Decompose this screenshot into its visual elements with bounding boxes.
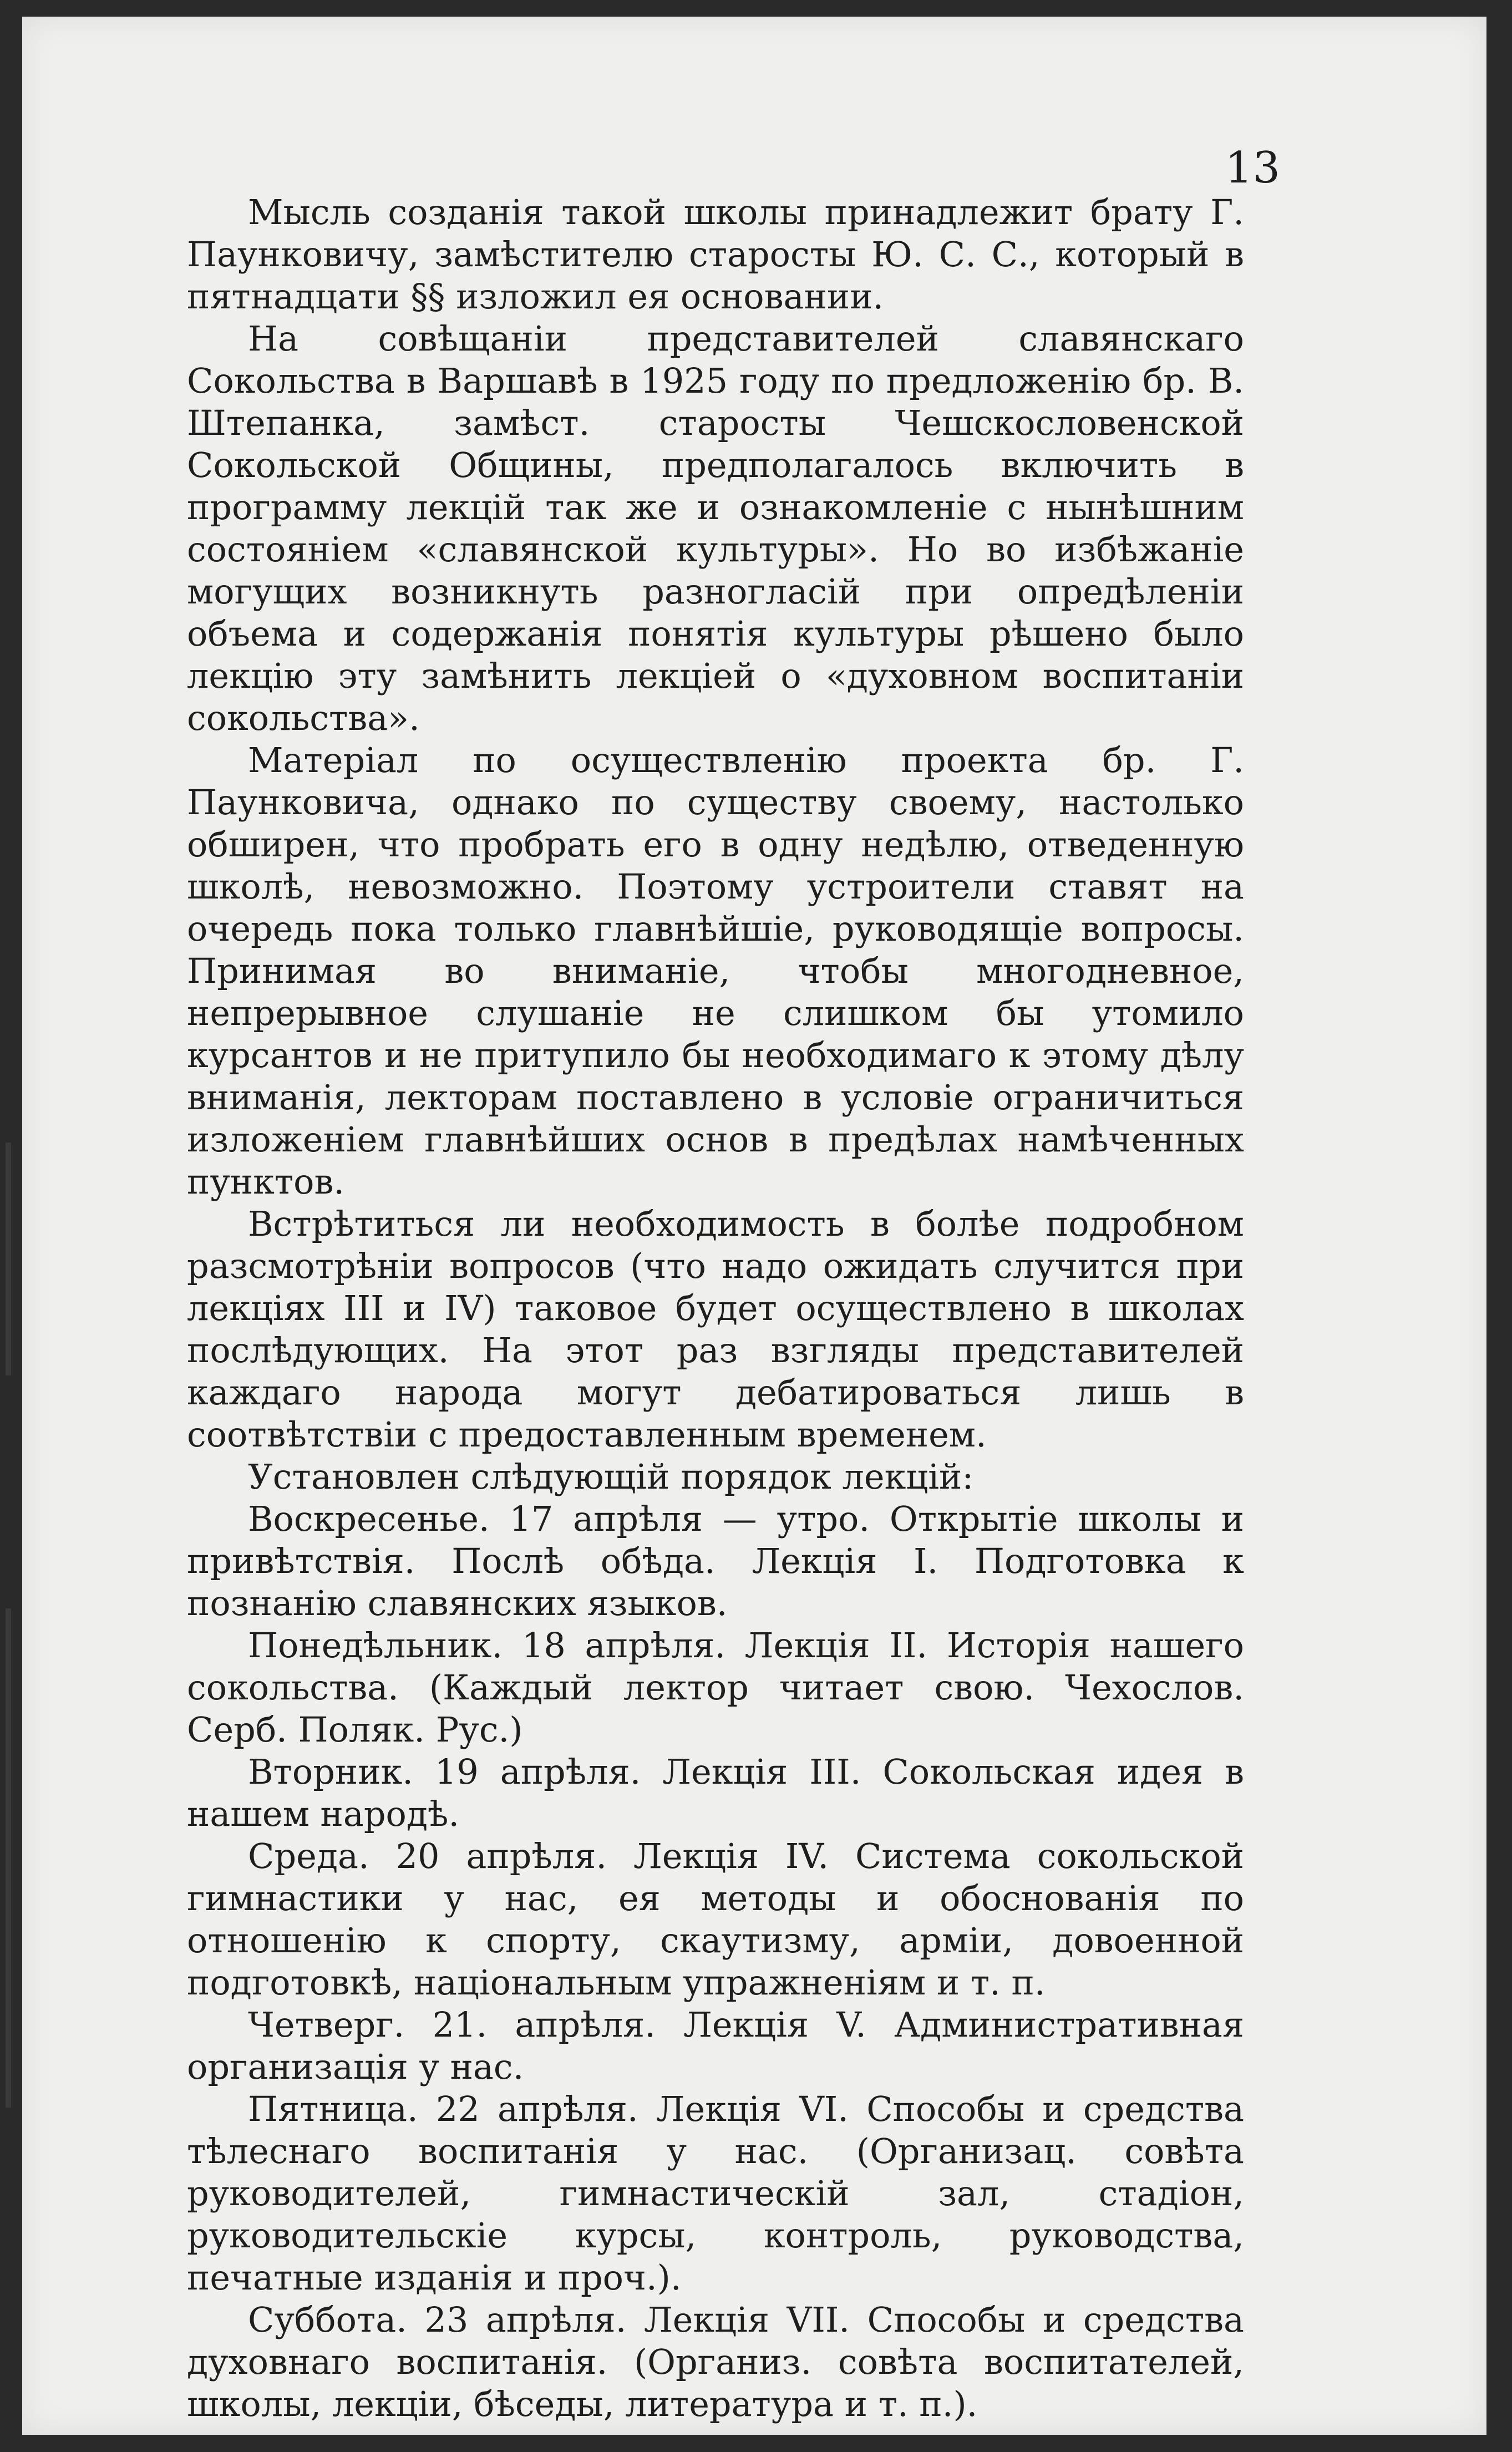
- schedule-wednesday: Среда. 20 апрѣля. Лекція IV. Система сокольской гимнастики у нас, ея методы и обоснованія по отношенію к спорту, скаутизму, арміи, довоенной подготовкѣ, національным упражненіям и т. п.: [187, 1836, 1244, 2003]
- schedule-saturday: Суббота. 23 апрѣля. Лекція VII. Способы и средства духовнаго воспитанія. (Организ. совѣта воспитателей, школы, лекціи, бѣседы, литература и т. п.).: [187, 2299, 1244, 2424]
- schedule-sunday: Воскресенье. 17 апрѣля — утро. Открытіе школы и привѣтствія. Послѣ обѣда. Лекція I. Подготовка к познанію славянских языков.: [187, 1499, 1244, 1623]
- paragraph-further-review: Встрѣтиться ли необходимость в болѣе подробном разсмотрѣніи вопросов (что надо ожидать случится при лекціях III и IV) таковое будет осуществлено в школах послѣдующих. На этот раз взгляды представителей каждаго народа могут дебатироваться лишь в соотвѣтствіи с предоставленным временем.: [187, 1204, 1244, 1455]
- paragraph-material: Матеріал по осуществленію проекта бр. Г. Паунковича, однако по существу своему, настолько обширен, что пробрать его в одну недѣлю, отведенную школѣ, невозможно. Поэтому устроители ставят на очередь пока только главнѣйшіе, руководящіе вопросы. Принимая во вниманіе, чтобы многодневное, непрерывное слушаніе не слишком бы утомило курсантов и не притупило бы необходимаго к этому дѣлу вниманія, лекторам поставлено в условіе ограничиться изложеніем главнѣйших основ в предѣлах намѣченных пунктов.: [187, 740, 1244, 1202]
- schedule-friday: Пятница. 22 апрѣля. Лекція VI. Способы и средства тѣлеснаго воспитанія у нас. (Организац. совѣта руководителей, гимнастическій зал, стадіон, руководительскіе курсы, контроль, руководства, печатные изданія и проч.).: [187, 2089, 1244, 2298]
- schedule-monday: Понедѣльник. 18 апрѣля. Лекція II. Исторія нашего сокольства. (Каждый лектор читает свою. Чехослов. Серб. Поляк. Рус.): [187, 1625, 1244, 1750]
- paragraph-warsaw-meeting: На совѣщаніи представителей славянскаго Сокольства в Варшавѣ в 1925 году по предложенію бр. В. Штепанка, замѣст. старосты Чешскословенской Сокольской Общины, предполагалось включить в программу лекцій так же и ознакомленіе с нынѣшним состояніем «славянской культуры». Но во избѣжаніе могущих возникнуть разногласій при опредѣленіи объема и содержанія понятія культуры рѣшено было лекцію эту замѣнить лекціей о «духовном воспитаніи сокольства».: [187, 318, 1244, 738]
- binding-edge: [6, 1143, 11, 1375]
- binding-edge-lower: [6, 1608, 11, 2108]
- page-number: 13: [1225, 143, 1280, 193]
- paragraph-school-idea: Мысль созданія такой школы принадлежит брату Г. Паунковичу, замѣстителю старосты Ю. С. С., который в пятнадцати §§ изложил ея основании.: [187, 192, 1244, 317]
- schedule-tuesday: Вторник. 19 апрѣля. Лекція III. Сокольская идея в нашем народѣ.: [187, 1752, 1244, 1834]
- schedule-thursday: Четверг. 21. апрѣля. Лекція V. Административная организація у нас.: [187, 2004, 1244, 2087]
- body-text: [187, 191, 1244, 2425]
- paragraph-schedule-intro: Установлен слѣдующій порядок лекцій:: [248, 1456, 974, 1497]
